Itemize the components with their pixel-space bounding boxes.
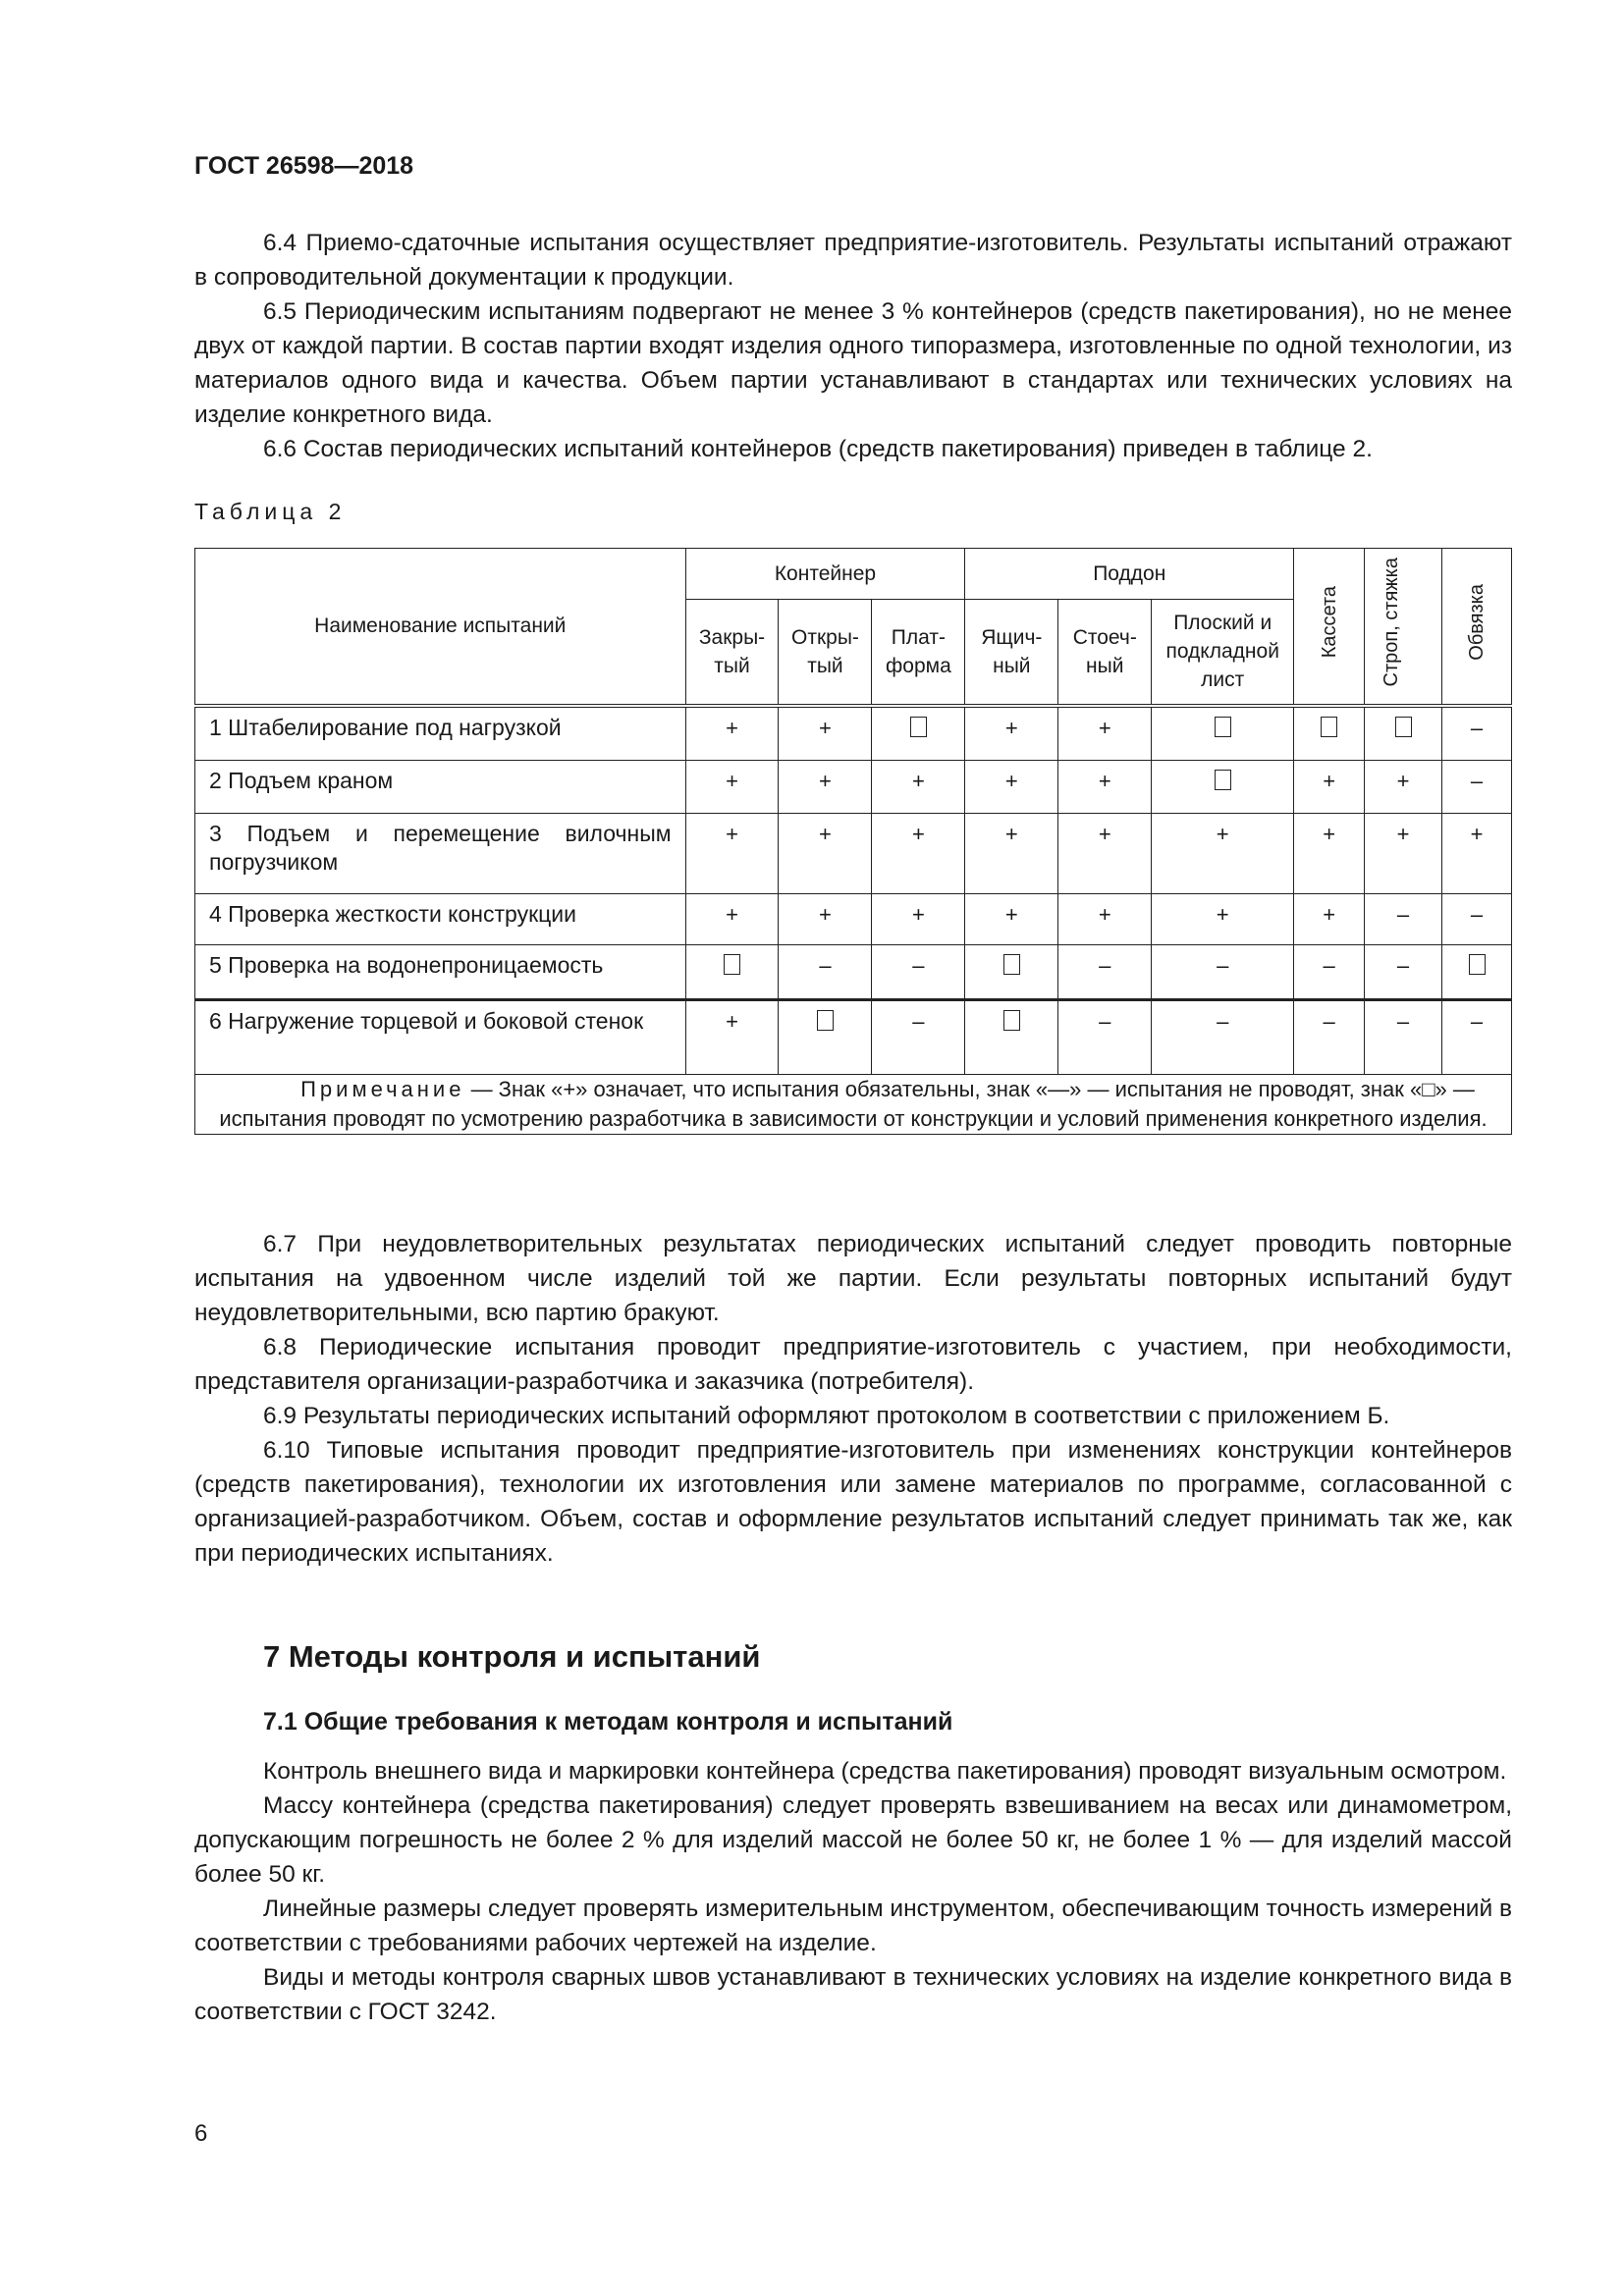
test-mark bbox=[965, 1000, 1058, 1075]
test-name: 5 Проверка на водонепроницаемость bbox=[195, 945, 686, 1000]
paragraph-7-1-b: Массу контейнера (средства пакетирования) следует проверять взвешиванием на весах или динамометром, допускающим погрешность не более 2 % для изделий массой не более 50 кг, не более 1 % — для изделий массой более 50 кг. bbox=[194, 1792, 1512, 1888]
table-row bbox=[195, 706, 1512, 761]
test-name: 1 Штабелирование под нагрузкой bbox=[195, 706, 686, 761]
header-col-post: Стоеч-ный bbox=[1058, 600, 1152, 706]
section-6-before-table bbox=[194, 226, 1512, 466]
test-mark: – bbox=[1152, 945, 1294, 1000]
table-row bbox=[195, 1000, 1512, 1075]
test-mark bbox=[965, 945, 1058, 1000]
test-mark: + bbox=[965, 761, 1058, 814]
test-mark: + bbox=[1294, 761, 1365, 814]
test-mark: – bbox=[1442, 894, 1512, 945]
paragraph-7-1-d: Виды и методы контроля сварных швов устанавливают в технических условиях на изделие конкретного вида в соответствии с ГОСТ 3242. bbox=[194, 1964, 1512, 2025]
table-row bbox=[195, 945, 1512, 1000]
test-mark: – bbox=[872, 1000, 965, 1075]
test-mark: + bbox=[1058, 761, 1152, 814]
test-mark: + bbox=[685, 1000, 779, 1075]
test-mark: – bbox=[1058, 1000, 1152, 1075]
test-mark: + bbox=[965, 814, 1058, 894]
section-6-after-table bbox=[194, 1227, 1512, 1571]
paragraph-6-10: 6.10 Типовые испытания проводит предприятие-изготовитель при изменениях конструкции контейнеров (средств пакетирования), технологии их изготовления или замене материалов по программе, согласованной с организацией-разработчиком. Объем, состав и оформление результатов испытаний следует принимать так же, как при периодических испытаниях. bbox=[194, 1437, 1512, 1567]
tests-table bbox=[194, 548, 1512, 1135]
table-row bbox=[195, 761, 1512, 814]
optional-square-icon bbox=[1321, 717, 1337, 737]
test-mark: + bbox=[872, 761, 965, 814]
test-mark: + bbox=[1152, 894, 1294, 945]
table-row bbox=[195, 814, 1512, 894]
test-mark: – bbox=[1294, 1000, 1365, 1075]
test-mark: + bbox=[872, 894, 965, 945]
test-mark: + bbox=[1294, 894, 1365, 945]
test-mark: – bbox=[1294, 945, 1365, 1000]
page-number: 6 bbox=[194, 2120, 208, 2147]
test-mark bbox=[1442, 945, 1512, 1000]
section-7-body bbox=[194, 1754, 1512, 2029]
test-mark: – bbox=[1442, 706, 1512, 761]
section-7-1-title: 7.1 Общие требования к методам контроля и испытаний bbox=[263, 1708, 953, 1735]
paragraph-7-1-c: Линейные размеры следует проверять измерительным инструментом, обеспечивающим точность измерений в соответствии с требованиями рабочих чертежей на изделие. bbox=[194, 1896, 1512, 1956]
test-mark: + bbox=[1442, 814, 1512, 894]
test-mark: – bbox=[1365, 945, 1442, 1000]
optional-square-icon bbox=[910, 717, 927, 737]
header-col-box: Ящич-ный bbox=[965, 600, 1058, 706]
test-mark: + bbox=[872, 814, 965, 894]
header-col-flat-sheet: Плоский и подкладной лист bbox=[1152, 600, 1294, 706]
header-group-pallet: Поддон bbox=[965, 549, 1294, 600]
test-mark: – bbox=[1365, 1000, 1442, 1075]
test-name: 4 Проверка жесткости конструкции bbox=[195, 894, 686, 945]
paragraph-6-6: 6.6 Состав периодических испытаний контейнеров (средств пакетирования) приведен в таблице 2. bbox=[263, 436, 1373, 462]
test-mark bbox=[1152, 706, 1294, 761]
test-mark: + bbox=[685, 706, 779, 761]
test-mark: – bbox=[872, 945, 965, 1000]
optional-square-icon bbox=[724, 954, 740, 975]
document-header: ГОСТ 26598—2018 bbox=[194, 152, 414, 180]
test-mark bbox=[779, 1000, 872, 1075]
optional-square-icon bbox=[1003, 1010, 1020, 1031]
test-mark: – bbox=[1058, 945, 1152, 1000]
paragraph-6-7: 6.7 При неудовлетворительных результатах периодических испытаний следует проводить повторные испытания на удвоенном числе изделий той же партии. Если результаты повторных испытаний будут неудовлетворительными, всю партию бракуют. bbox=[194, 1231, 1512, 1326]
test-mark bbox=[1365, 706, 1442, 761]
optional-square-icon bbox=[1469, 954, 1486, 975]
paragraph-6-5: 6.5 Периодическим испытаниям подвергают не менее 3 % контейнеров (средств пакетирования), но не менее двух от каждой партии. В состав партии входят изделия одного типоразмера, изготовленные по одной технологии, из материалов одного вида и качества. Объем партии устанавливают в стандартах или технических условиях на изделие конкретного вида. bbox=[194, 298, 1512, 428]
test-mark: + bbox=[1058, 814, 1152, 894]
test-mark: + bbox=[779, 706, 872, 761]
header-test-name: Наименование испытаний bbox=[195, 549, 686, 706]
test-mark: + bbox=[779, 814, 872, 894]
optional-square-icon bbox=[817, 1010, 834, 1031]
test-mark bbox=[872, 706, 965, 761]
test-mark: – bbox=[1365, 894, 1442, 945]
optional-square-icon bbox=[1395, 717, 1412, 737]
test-name: 3 Подъем и перемещение вилочным погрузчиком bbox=[195, 814, 686, 894]
test-mark: – bbox=[1442, 1000, 1512, 1075]
test-mark: + bbox=[685, 814, 779, 894]
test-mark: + bbox=[685, 761, 779, 814]
test-mark: + bbox=[1152, 814, 1294, 894]
test-mark: + bbox=[779, 894, 872, 945]
table-row bbox=[195, 894, 1512, 945]
test-mark: + bbox=[1365, 814, 1442, 894]
header-col-sling: Строп, стяжка bbox=[1365, 549, 1442, 706]
section-7-title: 7 Методы контроля и испытаний bbox=[263, 1639, 761, 1674]
paragraph-7-1-a: Контроль внешнего вида и маркировки контейнера (средства пакетирования) проводят визуальным осмотром. bbox=[263, 1758, 1507, 1785]
test-mark: + bbox=[965, 706, 1058, 761]
table-note: Примечание — Знак «+» означает, что испытания обязательны, знак «—» — испытания не проводят, знак «□» — испытания проводят по усмотрению разработчика в зависимости от конструкции и условий применения конкретного изделия. bbox=[195, 1075, 1512, 1135]
test-mark: + bbox=[1294, 814, 1365, 894]
paragraph-6-9: 6.9 Результаты периодических испытаний оформляют протоколом в соответствии с приложением Б. bbox=[263, 1403, 1390, 1429]
header-col-closed: Закры-тый bbox=[685, 600, 779, 706]
header-group-container: Контейнер bbox=[685, 549, 965, 600]
test-mark: + bbox=[1058, 894, 1152, 945]
test-mark: + bbox=[1365, 761, 1442, 814]
test-mark: + bbox=[965, 894, 1058, 945]
optional-square-icon bbox=[1215, 770, 1231, 790]
header-col-cassette: Кассета bbox=[1294, 549, 1365, 706]
test-mark bbox=[1152, 761, 1294, 814]
test-name: 6 Нагружение торцевой и боковой стенок bbox=[195, 1000, 686, 1075]
header-col-open: Откры-тый bbox=[779, 600, 872, 706]
paragraph-6-4: 6.4 Приемо-сдаточные испытания осуществляет предприятие-изготовитель. Результаты испытаний отражают в сопроводительной документации к продукции. bbox=[194, 230, 1512, 291]
test-mark: – bbox=[1442, 761, 1512, 814]
header-col-strapping: Обвязка bbox=[1442, 549, 1512, 706]
test-mark: – bbox=[779, 945, 872, 1000]
optional-square-icon bbox=[1003, 954, 1020, 975]
test-mark: – bbox=[1152, 1000, 1294, 1075]
test-mark: + bbox=[1058, 706, 1152, 761]
paragraph-6-8: 6.8 Периодические испытания проводит предприятие-изготовитель с участием, при необходимости, представителя организации-разработчика и заказчика (потребителя). bbox=[194, 1334, 1512, 1395]
optional-square-icon bbox=[1215, 717, 1231, 737]
test-mark bbox=[685, 945, 779, 1000]
test-mark bbox=[1294, 706, 1365, 761]
test-mark: + bbox=[779, 761, 872, 814]
header-col-platform: Плат-форма bbox=[872, 600, 965, 706]
test-name: 2 Подъем краном bbox=[195, 761, 686, 814]
table-caption: Таблица 2 bbox=[194, 499, 347, 524]
test-mark: + bbox=[685, 894, 779, 945]
